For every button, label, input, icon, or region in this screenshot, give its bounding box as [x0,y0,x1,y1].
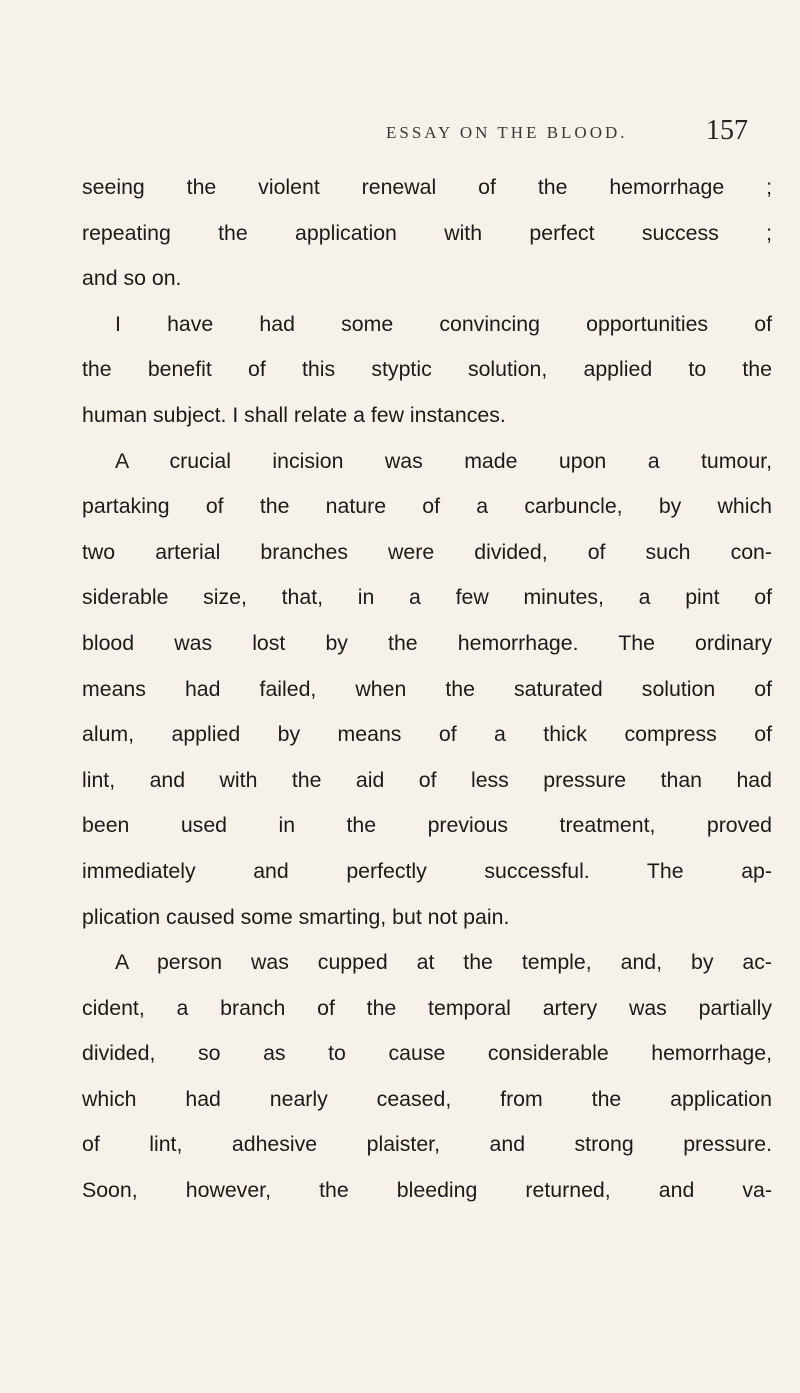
text-line: plication caused some smarting, but not pain. [82,904,510,929]
text-line: A crucial incision was made upon a tumour, [115,448,772,473]
text-line: cident, a branch of the temporal artery was partially [82,995,772,1020]
text-line: siderable size, that, in a few minutes, a pint of [82,585,772,610]
text-line: partaking of the nature of a carbuncle, by which [82,494,772,519]
text-line: the benefit of this styptic solution, applied to the [82,357,772,382]
text-line: A person was cupped at the temple, and, by ac- [115,950,772,975]
page-number: 157 [706,115,748,146]
running-head: ESSAY ON THE BLOOD. [386,123,628,142]
body-text [82,165,772,1214]
text-line: repeating the application with perfect success ; [82,220,772,245]
text-line: alum, applied by means of a thick compress of [82,722,772,747]
text-line: divided, so as to cause considerable hemorrhage, [82,1041,772,1066]
text-line: of lint, adhesive plaister, and strong pressure. [82,1132,772,1157]
text-line: seeing the violent renewal of the hemorrhage ; [82,175,772,199]
text-line: which had nearly ceased, from the application [82,1086,772,1111]
text-line: been used in the previous treatment, proved [82,813,772,838]
text-line: blood was lost by the hemorrhage. The ordinary [82,630,772,655]
text-line: lint, and with the aid of less pressure than had [82,767,772,792]
text-line: human subject. I shall relate a few instances. [82,402,506,427]
text-line: means had failed, when the saturated solution of [82,676,772,701]
page-header [0,113,800,153]
text-line: I have had some convincing opportunities of [115,311,772,336]
text-line: two arterial branches were divided, of such con- [82,539,772,564]
text-line: and so on. [82,266,182,291]
text-line: Soon, however, the bleeding returned, and va- [82,1178,772,1203]
text-line: immediately and perfectly successful. The ap- [82,858,772,883]
